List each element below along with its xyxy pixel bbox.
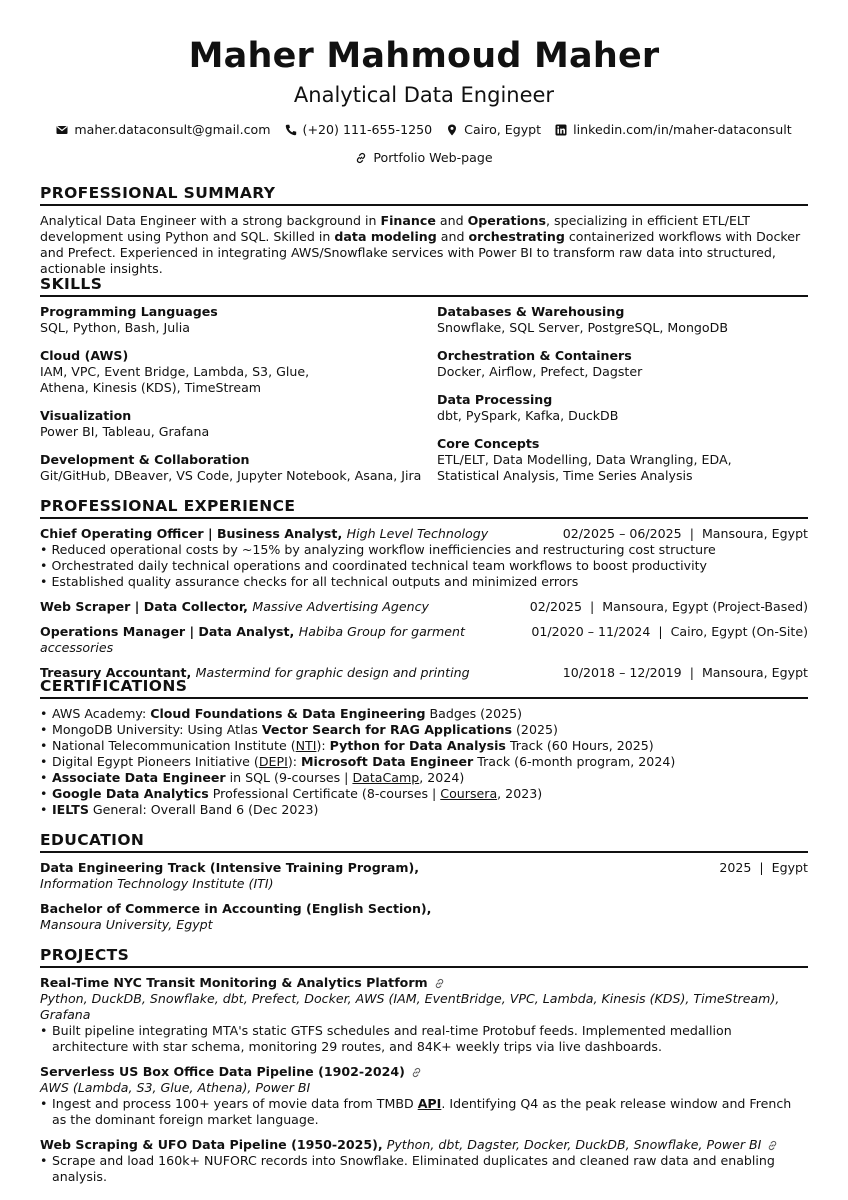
contact-row <box>40 122 808 138</box>
experience-section <box>40 496 808 681</box>
cert-item: • National Telecommunication Institute (NTI): Python for Data Analysis Track (60 Hours, 2025) <box>40 738 808 754</box>
job-bullet: • Orchestrated daily technical operations and coordinated technical team workflows to boost productivity <box>40 558 808 574</box>
project-entry <box>40 1137 808 1185</box>
email-item[interactable] <box>56 122 270 138</box>
api-link[interactable]: API <box>417 1096 442 1111</box>
candidate-role: Analytical Data Engineer <box>293 83 555 107</box>
skill-group: Databases & Warehousing Snowflake, SQL Server, PostgreSQL, MongoDB <box>437 304 728 335</box>
portfolio-text[interactable]: Portfolio Web-page <box>373 150 493 165</box>
portfolio-row <box>40 150 808 166</box>
skill-group: Data Processing dbt, PySpark, Kafka, DuckDB <box>437 392 619 423</box>
cert-item: • MongoDB University: Using Atlas Vector Search for RAG Applications (2025) <box>40 722 808 738</box>
summary-text: Analytical Data Engineer with a strong background in Finance and Operations, specializing in efficient ETL/ELT development using Python and SQL. Skilled in data modeling and orchestrating containerized workflows with Docker and Prefect. Experienced in integrating AWS/Snowflake services with Power BI to transform raw data into structured, actionable insights. <box>40 213 801 276</box>
phone-icon <box>285 124 297 136</box>
cert-item: • Associate Data Engineer in SQL (9-courses | DataCamp, 2024) <box>40 770 808 786</box>
job-meta: 02/2025 | Mansoura, Egypt (Project-Based) <box>529 599 808 614</box>
section-title: CERTIFICATIONS <box>40 676 808 699</box>
education-section <box>40 830 808 933</box>
projects-section <box>40 945 808 1185</box>
job-meta: 10/2018 – 12/2019 | Mansoura, Egypt <box>562 665 808 680</box>
skill-group: Programming Languages SQL, Python, Bash, Julia <box>40 304 218 335</box>
linkedin-text[interactable]: linkedin.com/in/maher-dataconsult <box>573 122 792 137</box>
coursera-link[interactable]: Coursera <box>440 786 498 801</box>
project-stack: Python, dbt, Dagster, Docker, DuckDB, Snowflake, Power BI <box>386 1137 762 1152</box>
cert-item: • IELTS General: Overall Band 6 (Dec 2023) <box>40 802 808 818</box>
envelope-icon <box>56 124 68 136</box>
section-title: PROJECTS <box>40 945 808 968</box>
project-entry <box>40 1064 808 1128</box>
location-text: Cairo, Egypt <box>464 122 542 137</box>
email-text[interactable]: maher.dataconsult@gmail.com <box>74 122 271 137</box>
link-icon[interactable] <box>411 1067 422 1078</box>
location-item <box>446 122 541 138</box>
section-title: SKILLS <box>40 274 808 297</box>
job-entry: Operations Manager | Data Analyst, Habiba Group for garment accessories 01/2020 – 11/2024 | Cairo, Egypt (On-Site) <box>40 624 808 655</box>
project-bullet: • Ingest and process 100+ years of movie data from TMBD API. Identifying Q4 as the peak release window and French as the dominant foreign market language. <box>40 1096 808 1128</box>
cert-item: • Digital Egypt Pioneers Initiative (DEPI): Microsoft Data Engineer Track (6-month program, 2024) <box>40 754 808 770</box>
nti-link[interactable]: NTI <box>295 738 317 753</box>
link-icon <box>355 152 367 164</box>
map-pin-icon <box>446 124 458 136</box>
summary-section <box>40 183 808 277</box>
depi-link[interactable]: DEPI <box>258 754 288 769</box>
project-title[interactable]: Web Scraping & UFO Data Pipeline (1950-2025), <box>40 1137 383 1152</box>
job-bullet: • Reduced operational costs by ~15% by analyzing workflow inefficiencies and restructuring cost structure <box>40 542 808 558</box>
project-title[interactable]: Serverless US Box Office Data Pipeline (1902-2024) <box>40 1064 405 1079</box>
job-meta: 02/2025 – 06/2025 | Mansoura, Egypt <box>562 526 808 541</box>
project-entry <box>40 975 808 1055</box>
job-entry: Web Scraper | Data Collector, Massive Advertising Agency 02/2025 | Mansoura, Egypt (Project-Based) <box>40 599 808 614</box>
datacamp-link[interactable]: DataCamp <box>352 770 420 785</box>
project-stack: Python, DuckDB, Snowflake, dbt, Prefect, Docker, AWS (IAM, EventBridge, VPC, Lambda, Kinesis (KDS), TimeStream), Grafana <box>40 991 780 1022</box>
job-entry: Chief Operating Officer | Business Analyst, High Level Technology 02/2025 – 06/2025 | Mansoura, Egypt • Reduced operational costs by ~15% by analyzing workflow inefficiencies and restructuring cost structure • Orchestrated daily technical operations and coordinated technical team workflows to boost productivity • Established quality assurance checks for all technical outputs and minimized errors <box>40 526 808 590</box>
phone-item[interactable] <box>285 122 433 138</box>
skills-left-column <box>40 304 437 496</box>
skill-group: Core Concepts ETL/ELT, Data Modelling, Data Wrangling, EDA, Statistical Analysis, Time Series Analysis <box>437 436 732 483</box>
skills-right-column <box>437 304 808 496</box>
project-bullet: • Scrape and load 160k+ NUFORC records into Snowflake. Eliminated duplicates and cleaned raw data and enabling analysis. <box>40 1153 808 1185</box>
job-entry: Treasury Accountant, Mastermind for graphic design and printing 10/2018 – 12/2019 | Mansoura, Egypt <box>40 665 808 680</box>
cert-item: • Google Data Analytics Professional Certificate (8-courses | Coursera, 2023) <box>40 786 808 802</box>
certifications-section <box>40 676 808 818</box>
candidate-name: Maher Mahmoud Maher <box>188 36 660 76</box>
link-icon[interactable] <box>434 978 445 989</box>
section-title: PROFESSIONAL EXPERIENCE <box>40 496 808 519</box>
phone-text[interactable]: (+20) 111-655-1250 <box>302 122 433 137</box>
cert-item: • AWS Academy: Cloud Foundations & Data Engineering Badges (2025) <box>40 706 808 722</box>
project-title[interactable]: Real-Time NYC Transit Monitoring & Analytics Platform <box>40 975 428 990</box>
skill-group: Visualization Power BI, Tableau, Grafana <box>40 408 210 439</box>
project-bullet: • Built pipeline integrating MTA's static GTFS schedules and real-time Protobuf feeds. Implemented medallion architecture with star schema, monitoring 29 routes, and 84K+ weekly trips via live dashboards. <box>40 1023 808 1055</box>
section-title: EDUCATION <box>40 830 808 853</box>
section-title: PROFESSIONAL SUMMARY <box>40 183 808 206</box>
education-entry: Bachelor of Commerce in Accounting (English Section), Mansoura University, Egypt <box>40 901 432 932</box>
project-stack: AWS (Lambda, S3, Glue, Athena), Power BI <box>40 1080 311 1095</box>
link-icon[interactable] <box>767 1140 778 1151</box>
skills-section <box>40 274 808 496</box>
education-entry: Data Engineering Track (Intensive Training Program), 2025 | Egypt Information Technology Institute (ITI) <box>40 860 808 891</box>
linkedin-icon <box>555 124 567 136</box>
education-meta: 2025 | Egypt <box>719 860 808 875</box>
job-bullet: • Established quality assurance checks for all technical outputs and minimized errors <box>40 574 808 590</box>
linkedin-item[interactable] <box>555 122 792 138</box>
skill-group: Orchestration & Containers Docker, Airflow, Prefect, Dagster <box>437 348 643 379</box>
job-meta: 01/2020 – 11/2024 | Cairo, Egypt (On-Site) <box>531 624 808 639</box>
skill-group: Cloud (AWS) IAM, VPC, Event Bridge, Lambda, S3, Glue, Athena, Kinesis (KDS), TimeStream <box>40 348 310 395</box>
skill-group: Development & Collaboration Git/GitHub, DBeaver, VS Code, Jupyter Notebook, Asana, Jira <box>40 452 422 483</box>
portfolio-item[interactable] <box>355 150 492 166</box>
